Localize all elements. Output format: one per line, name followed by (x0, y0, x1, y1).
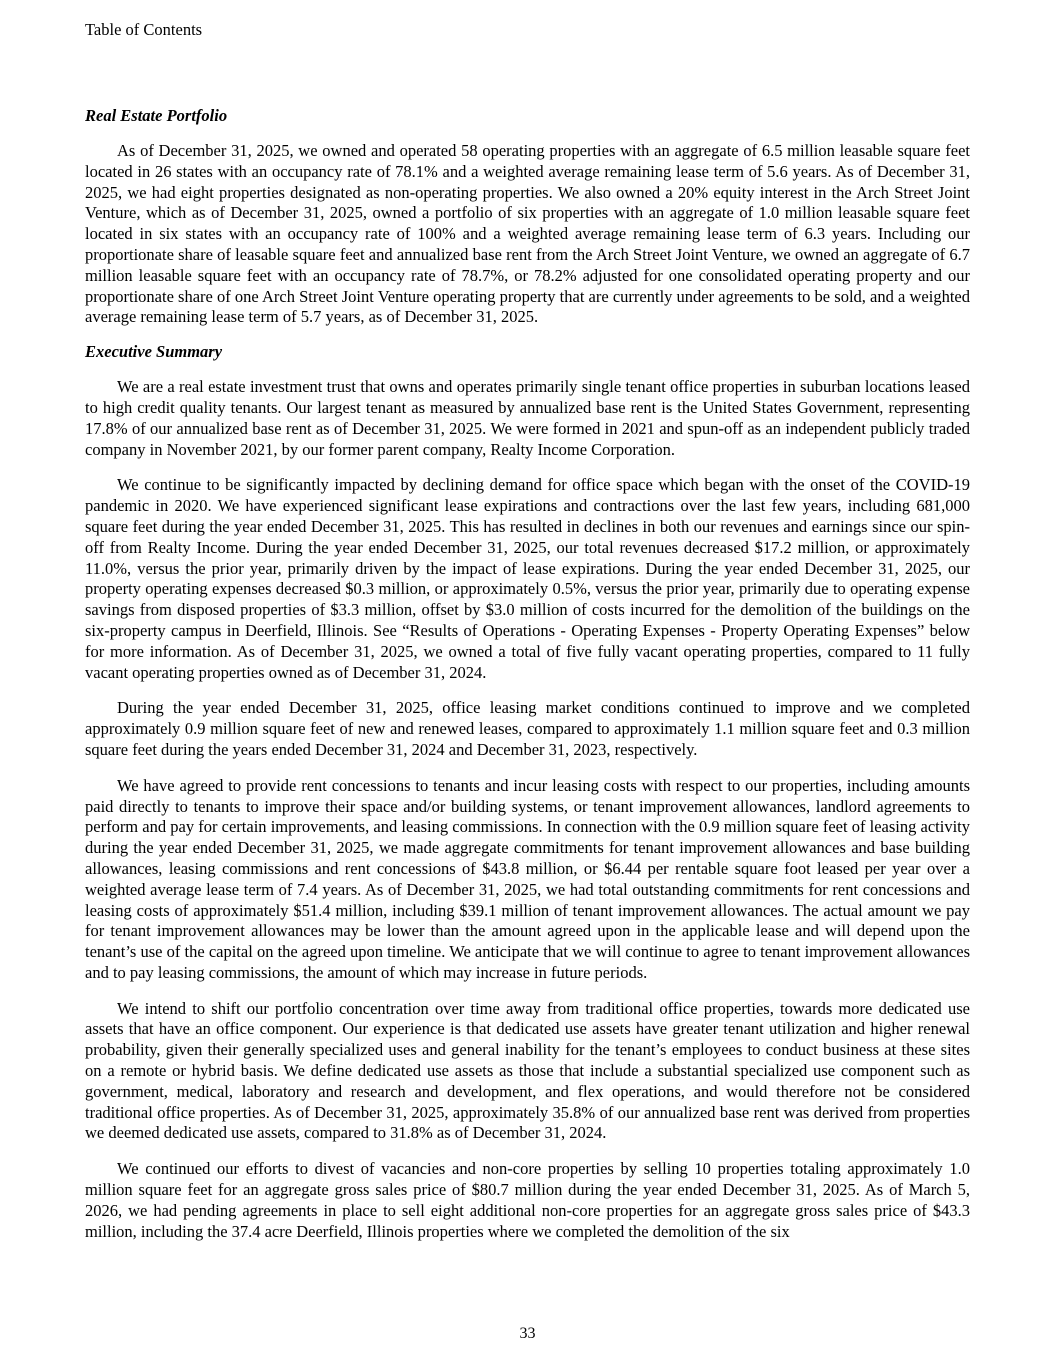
body-paragraph: We are a real estate investment trust that owns and operates primarily single tenant office properties in suburban locations leased to high credit quality tenants. Our largest tenant as measured by annualized base rent is the United States Government, representing 17.8% of our annualized base rent as of December 31, 2025. We were formed in 2021 and spun-off as an independent publicly traded company in November 2021, by our former parent company, Realty Income Corporation. (85, 377, 970, 459)
body-paragraph: We intend to shift our portfolio concentration over time away from traditional office properties, towards more dedicated use assets that have an office component. Our experience is that dedicated use assets have greater tenant utilization and higher renewal probability, given their generally specialized uses and general inability for the tenant’s employees to conduct business at these sites on a remote or hybrid basis. We define dedicated use assets as those that include a substantial specialized use component such as government, medical, laboratory and research and development, and flex operations, and would therefore not be considered traditional office properties. As of December 31, 2025, approximately 35.8% of our annualized base rent was derived from properties we deemed dedicated use assets, compared to 31.8% as of December 31, 2024. (85, 998, 970, 1143)
body-paragraph: As of December 31, 2025, we owned and operated 58 operating properties with an aggregate of 6.5 million leasable square feet located in 26 states with an occupancy rate of 78.1% and a weighted average remaining lease term of 5.6 years. As of December 31, 2025, we had eight properties designated as non-operating properties. We also owned a 20% equity interest in the Arch Street Joint Venture, which as of December 31, 2025, owned a portfolio of six properties with an aggregate of 1.0 million leasable square feet located in six states with an occupancy rate of 100% and a weighted average remaining lease term of 6.3 years. Including our proportionate share of leasable square feet and annualized base rent from the Arch Street Joint Venture, we owned an aggregate of 6.7 million leasable square feet with an occupancy rate of 78.7%, or 78.2% adjusted for one consolidated operating property and our proportionate share of one Arch Street Joint Venture operating property that are currently under agreements to be sold, and a weighted average remaining lease term of 5.7 years, as of December 31, 2025. (85, 141, 970, 327)
section-heading-executive-summary: Executive Summary (85, 342, 223, 362)
table-of-contents-link[interactable]: Table of Contents (85, 20, 203, 39)
body-paragraph: We have agreed to provide rent concessions to tenants and incur leasing costs with respect to our properties, including amounts paid directly to tenants to improve their space and/or building systems, or tenant improvement allowances, landlord agreements to perform and pay for certain improvements, and leasing commissions. In connection with the 0.9 million square feet of leasing activity during the year ended December 31, 2025, we made aggregate commitments for tenant improvement allowances and base building allowances, leasing commissions and rent concessions of $43.8 million, or $6.44 per rentable square foot leased per year over a weighted average lease term of 7.4 years. As of December 31, 2025, we had total outstanding commitments for rent concessions and leasing costs of approximately $51.4 million, including $39.1 million of tenant improvement allowances. The actual amount we pay for tenant improvement allowances may be lower than the amount agreed upon in the applicable lease and will depend upon the tenant’s use of the capital on the agreed upon timeline. We anticipate that we will continue to agree to tenant improvement allowances and to pay leasing commissions, the amount of which may increase in future periods. (85, 775, 970, 982)
body-paragraph: We continue to be significantly impacted by declining demand for office space which began with the onset of the COVID-19 pandemic in 2020. We have experienced significant lease expirations and contractions over the last few years, including 681,000 square feet during the year ended December 31, 2025. This has resulted in declines in both our revenues and earnings since our spin-off from Realty Income. During the year ended December 31, 2025, our total revenues decreased $17.2 million, or approximately 11.0%, versus the prior year, primarily driven by the impact of lease expirations. During the year ended December 31, 2025, our property operating expenses decreased $0.3 million, or approximately 0.5%, versus the prior year, primarily due to operating expense savings from disposed properties of $3.3 million, offset by $3.0 million of costs incurred for the demolition of the buildings on the six-property campus in Deerfield, Illinois. See “Results of Operations - Operating Expenses - Property Operating Expenses” below for more information. As of December 31, 2025, we owned a total of five fully vacant operating properties, compared to 11 fully vacant operating properties owned as of December 31, 2024. (85, 475, 970, 682)
page-number: 33 (519, 1325, 536, 1342)
body-paragraph: During the year ended December 31, 2025, office leasing market conditions continued to improve and we completed approximately 0.9 million square feet of new and renewed leases, compared to approximately 1.1 million square feet and 0.3 million square feet during the years ended December 31, 2024 and December 31, 2023, respectively. (85, 698, 970, 759)
body-paragraph: We continued our efforts to divest of vacancies and non-core properties by selling 10 properties totaling approximately 1.0 million square feet for an aggregate gross sales price of $80.7 million during the year ended December 31, 2025. As of March 5, 2026, we had pending agreements in place to sell eight additional non-core properties for an aggregate gross sales price of $43.3 million, including the 37.4 acre Deerfield, Illinois properties where we completed the demolition of the six (85, 1159, 970, 1241)
section-heading-real-estate-portfolio: Real Estate Portfolio (85, 106, 228, 125)
